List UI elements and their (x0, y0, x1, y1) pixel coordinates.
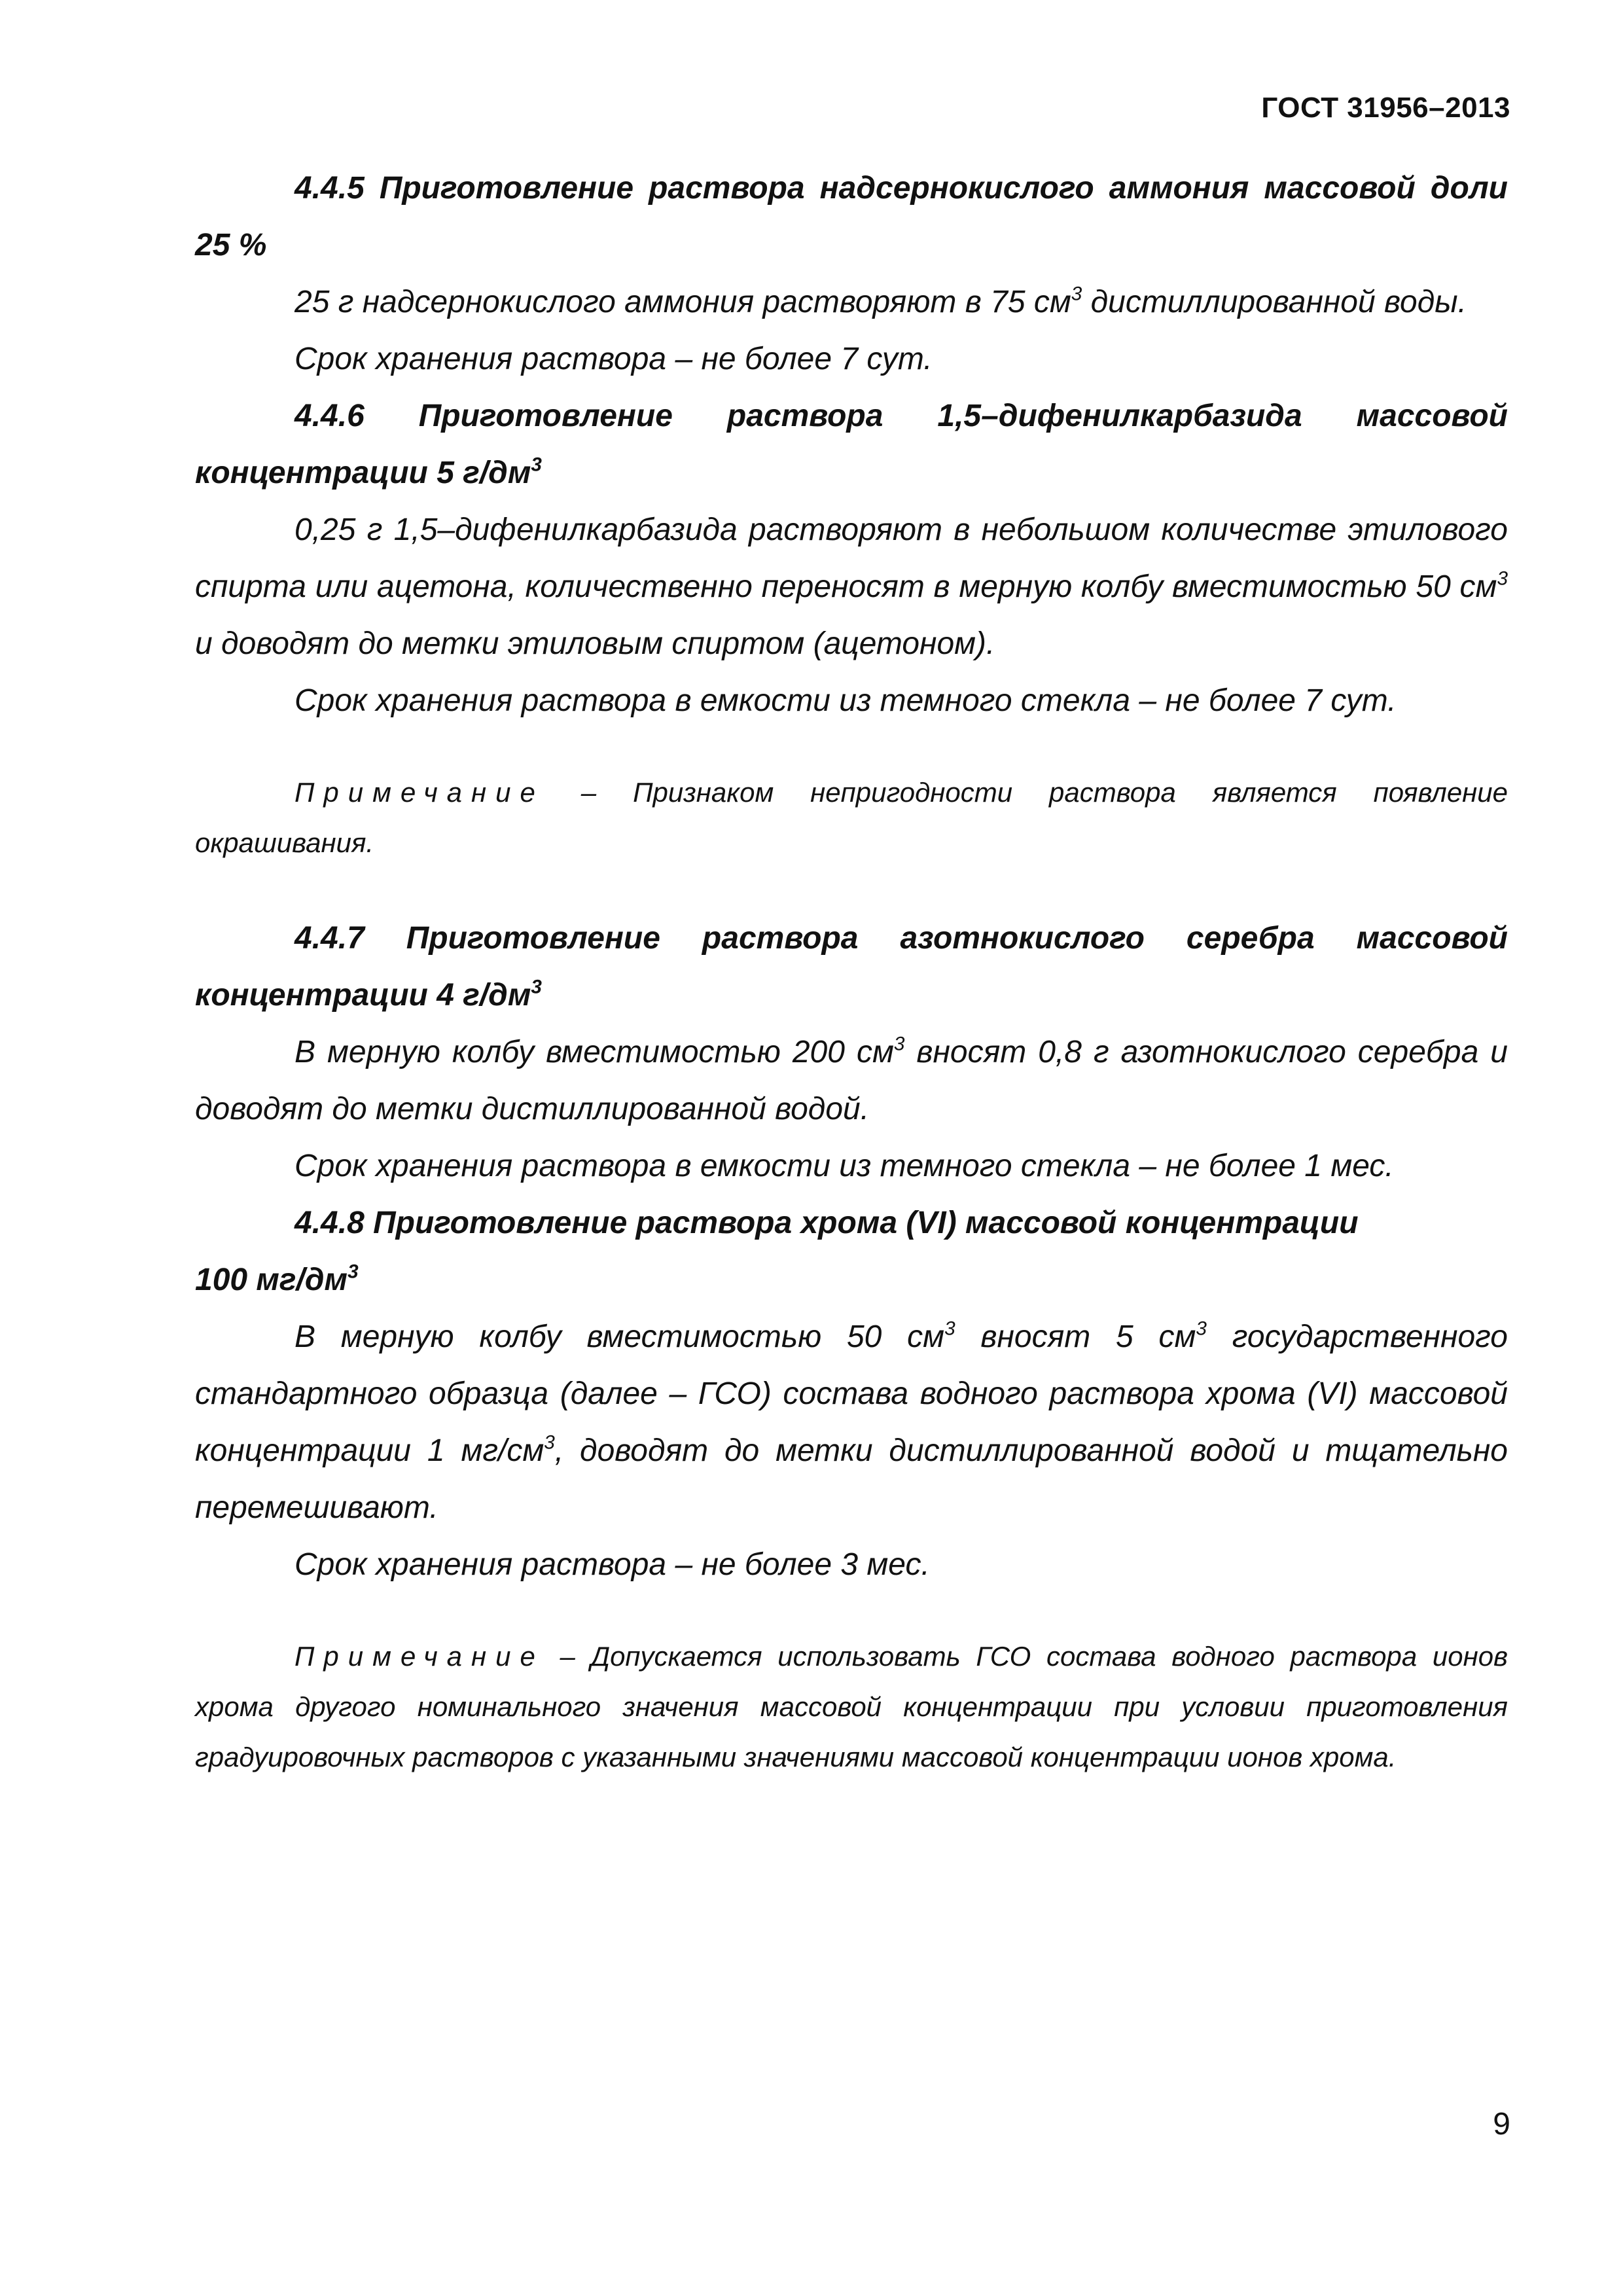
section-text-4-4-5: 25 г надсернокислого аммония растворяют в 75 $см^3$ дистиллированной воды. (294, 283, 1467, 319)
document-body (195, 160, 1508, 1782)
page-number: 9 (1493, 2107, 1510, 2142)
note-4-4-8: Примечание – Допускается использовать ГСО состава водного раствора ионов хрома другого номинального значения массовой концентрации при условии приготовления градуировочных растворов с указанными значениями массовой концентрации ионов хрома. (195, 1641, 1508, 1772)
section-heading-4-4-8: 4.4.8 Приготовление раствора хрома (VI) массовой концентрации (294, 1206, 1359, 1240)
section-text-4-4-8: В мерную колбу вместимостью 50 $см^3$ вносят 5 $см^3$ государственного стандартного образца (далее – ГСО) состава водного раствора хрома (VI) массовой концентрации 1 $мг/см^3$, доводят до метки дистиллированной водой и тщательно перемешивают. (195, 1318, 1508, 1525)
storage-text-4-4-8: Срок хранения раствора – не более 3 мес. (294, 1547, 930, 1582)
section-text-4-4-7: В мерную колбу вместимостью 200 $см^3$ вносят 0,8 г азотнокислого серебра и доводят до метки дистиллированной водой. (195, 1033, 1508, 1126)
section-heading-4-4-5: 4.4.5 Приготовление раствора надсернокислого аммония массовой доли 25 % (195, 171, 1508, 262)
note-label: Примечание (294, 777, 544, 808)
storage-text-4-4-7: Срок хранения раствора в емкости из темного стекла – не более 1 мес. (294, 1149, 1394, 1183)
section-heading-4-4-6: 4.4.6 Приготовление раствора 1,5–дифенилкарбазида массовой концентрации 5 $г/дм^3$ (195, 399, 1508, 490)
storage-text-4-4-6: Срок хранения раствора в емкости из темного стекла – не более 7 сут. (294, 683, 1397, 718)
section-heading-4-4-8-cont: 100 $мг/дм^3$ (195, 1261, 359, 1297)
section-heading-4-4-7: 4.4.7 Приготовление раствора азотнокислого серебра массовой концентрации 4 $г/дм^3$ (195, 921, 1508, 1013)
note-4-4-6: Примечание – Признаком непригодности раствора является появление окрашивания. (195, 777, 1508, 858)
document-header: ГОСТ 31956–2013 (1261, 92, 1510, 124)
storage-text-4-4-5: Срок хранения раствора – не более 7 сут. (294, 342, 933, 376)
section-text-4-4-6: 0,25 г 1,5–дифенилкарбазида растворяют в небольшом количестве этилового спирта или ацетона, количественно переносят в мерную колбу вместимостью 50 $см^3$ и доводят до метки этиловым спиртом (ацетоном). (195, 512, 1508, 661)
note-label: Примечание (294, 1641, 544, 1672)
